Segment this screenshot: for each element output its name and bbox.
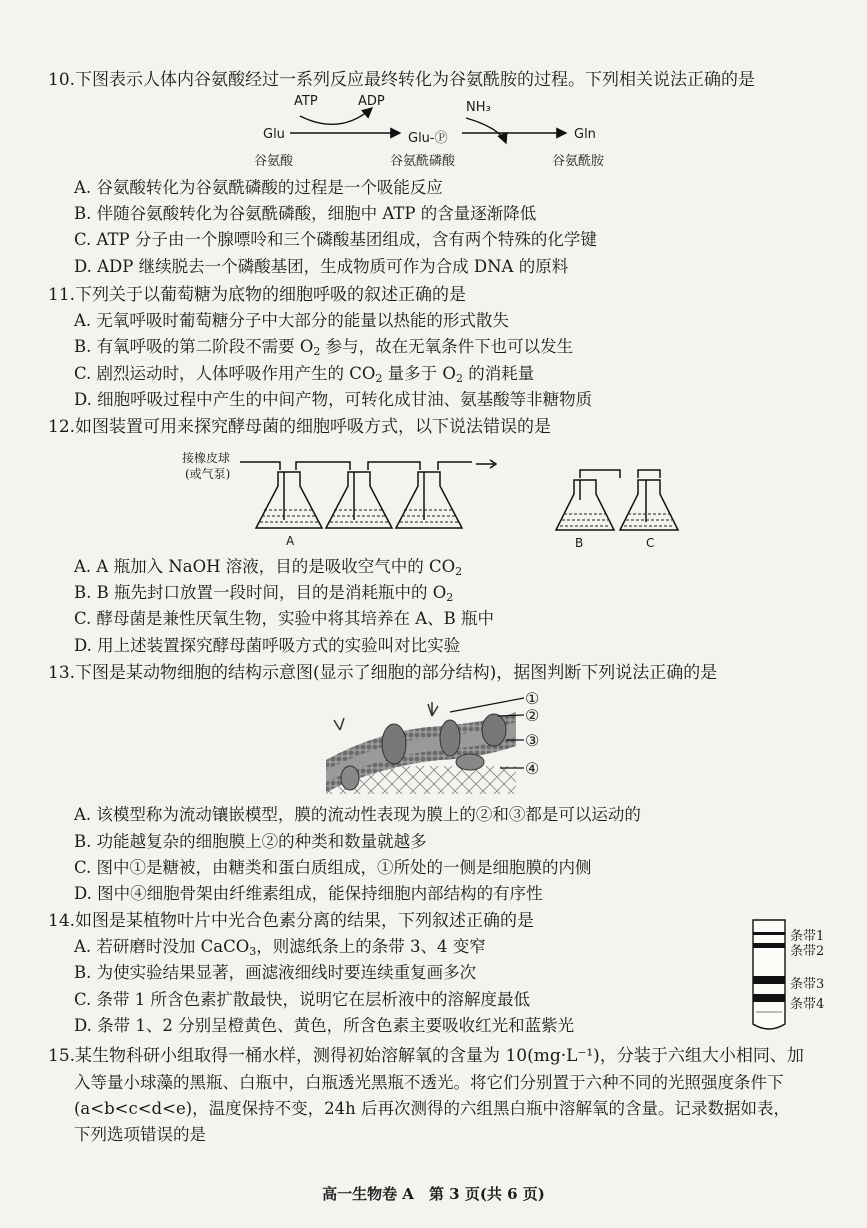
q12-pump-label-2: (或气泵) [185, 467, 231, 481]
q11-option-b: B. 有氧呼吸的第二阶段不需要 $O_2$ 参与，故在无氧条件下也可以发生 [74, 337, 574, 358]
q10-nh3-label: NH₃ [466, 100, 491, 115]
q10-gln-cn: 谷氨酰胺 [552, 154, 605, 169]
q12-flask-c-label: C [646, 536, 655, 550]
page-footer: 高一生物卷 A 第 3 页(共 6 页) [322, 1185, 545, 1203]
q10-atp-label: ATP [294, 94, 318, 109]
q10-option-c: C. ATP 分子由一个腺嘌呤和三个磷酸基团组成，含有两个特殊的化学键 [74, 230, 597, 249]
q11-option-a: A. 无氧呼吸时葡萄糖分子中大部分的能量以热能的形式散失 [74, 311, 509, 330]
band-3-label: 条带3 [790, 977, 825, 992]
q13-marker-3: ③ [525, 731, 540, 750]
q14-option-b: B. 为使实验结果显著，画滤液细线时要连续重复画多次 [74, 963, 477, 982]
q14-stem: 14.如图是某植物叶片中光合色素分离的结果，下列叙述正确的是 [48, 911, 535, 931]
q10-option-a: A. 谷氨酸转化为谷氨酰磷酸的过程是一个吸能反应 [74, 178, 443, 197]
q10-option-b: B. 伴随谷氨酸转化为谷氨酰磷酸，细胞中 ATP 的含量逐渐降低 [74, 204, 537, 223]
q12-flask-a-label: A [286, 534, 295, 548]
q13-marker-4: ④ [525, 759, 540, 778]
q15-line-1: 15.某生物科研小组取得一桶水样，测得初始溶解氧的含量为 10(mg·L⁻¹)，分装于六组大小相同、加 [48, 1046, 804, 1066]
q10-glup-label: Glu-Ⓟ [408, 131, 448, 146]
q13-marker-1: ① [525, 689, 540, 708]
q11-stem: 11.下列关于以葡萄糖为底物的细胞呼吸的叙述正确的是 [48, 285, 467, 305]
q12-option-a: A. A 瓶加入 NaOH 溶液，目的是吸收空气中的 $CO_2$ [74, 557, 463, 578]
q10-glu-cn: 谷氨酸 [254, 154, 294, 169]
q11-option-d: D. 细胞呼吸过程中产生的中间产物，可转化成甘油、氨基酸等非糖物质 [74, 390, 593, 409]
q13-option-d: D. 图中④细胞骨架由纤维素组成，能保持细胞内部结构的有序性 [74, 884, 543, 903]
q15-line-2: 入等量小球藻的黑瓶、白瓶中，白瓶透光黑瓶不透光。将它们分别置于六种不同的光照强度条件下 [74, 1073, 784, 1092]
q12-option-c: C. 酵母菌是兼性厌氧生物，实验中将其培养在 A、B 瓶中 [74, 609, 495, 628]
q10-stem: 10.下图表示人体内谷氨酸经过一系列反应最终转化为谷氨酰胺的过程。下列相关说法正确的是 [48, 70, 756, 90]
q12-pump-label: 接橡皮球 [182, 451, 231, 465]
q13-stem: 13.下图是某动物细胞的结构示意图(显示了细胞的部分结构)，据图判断下列说法正确的是 [48, 663, 718, 683]
q10-glup-cn: 谷氨酰磷酸 [390, 154, 456, 169]
band-2-label: 条带2 [790, 944, 825, 959]
q12-flask-b-label: B [575, 536, 584, 550]
q14-option-c: C. 条带 1 所含色素扩散最快，说明它在层析液中的溶解度最低 [74, 990, 531, 1009]
q10-adp-label: ADP [358, 94, 385, 109]
q10-glu-label: Glu [263, 127, 285, 142]
q11-option-c: C. 剧烈运动时，人体呼吸作用产生的 $CO_2$ 量多于 $O_2$ 的消耗量 [74, 364, 535, 385]
q13-option-c: C. 图中①是糖被，由糖类和蛋白质组成，①所处的一侧是细胞膜的内侧 [74, 858, 592, 877]
q13-option-b: B. 功能越复杂的细胞膜上②的种类和数量就越多 [74, 832, 427, 851]
band-4-label: 条带4 [790, 997, 825, 1012]
q10-gln-label: Gln [574, 127, 596, 142]
q12-option-d: D. 用上述装置探究酵母菌呼吸方式的实验叫对比实验 [74, 636, 461, 655]
q14-option-a: A. 若研磨时没加 CaCO$_3$，则滤纸条上的条带 3、4 变窄 [74, 937, 486, 958]
q13-marker-2: ② [525, 706, 540, 725]
q13-option-a: A. 该模型称为流动镶嵌模型，膜的流动性表现为膜上的②和③都是可以运动的 [74, 805, 641, 824]
q15-line-3: (a<b<c<d<e)，温度保持不变，24h 后再次测得的六组黑白瓶中溶解氧的含量。记录数据如表， [74, 1099, 791, 1118]
q15-line-4: 下列选项错误的是 [74, 1125, 206, 1144]
q14-option-d: D. 条带 1、2 分别呈橙黄色、黄色，所含色素主要吸收红光和蓝紫光 [74, 1016, 575, 1035]
q12-stem: 12.如图装置可用来探究酵母菌的细胞呼吸方式，以下说法错误的是 [48, 417, 552, 437]
q10-option-d: D. ADP 继续脱去一个磷酸基团，生成物质可作为合成 DNA 的原料 [74, 257, 569, 276]
band-1-label: 条带1 [790, 929, 825, 944]
q12-option-b: B. B 瓶先封口放置一段时间，目的是消耗瓶中的 $O_2$ [74, 583, 454, 604]
